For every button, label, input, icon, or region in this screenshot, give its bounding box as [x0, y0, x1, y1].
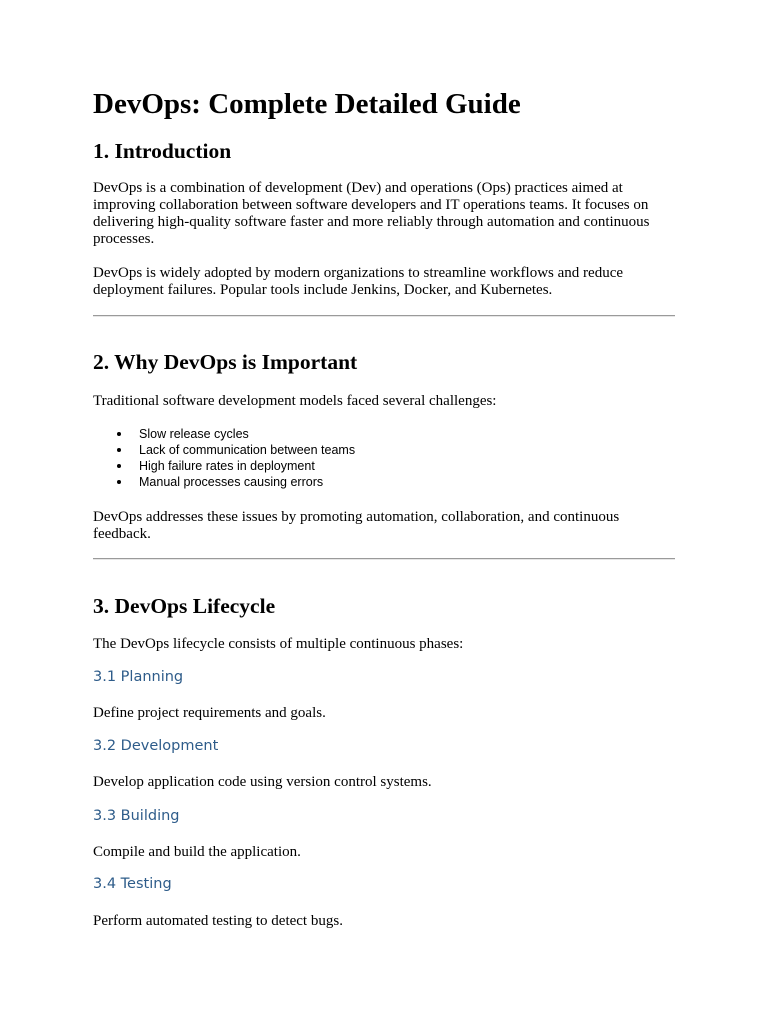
phase-text-building: Compile and build the application. [93, 844, 301, 860]
intro-paragraph-2: DevOps is widely adopted by modern organizations to streamline workflows and reduce deployment failures. Popular tools include Jenkins, Docker, and Kubernetes. [93, 265, 624, 298]
list-item: High failure rates in deployment [93, 458, 355, 474]
phase-text-development: Develop application code using version control systems. [93, 774, 432, 790]
section-heading-introduction: 1. Introduction [93, 139, 232, 163]
list-item: Lack of communication between teams [93, 442, 355, 458]
phase-heading-testing: 3.4 Testing [93, 876, 172, 892]
document-title: DevOps: Complete Detailed Guide [93, 88, 521, 120]
challenges-list [93, 426, 355, 490]
list-item: Manual processes causing errors [93, 474, 355, 490]
list-item: Slow release cycles [93, 426, 355, 442]
phase-text-planning: Define project requirements and goals. [93, 705, 326, 721]
section-divider [93, 558, 675, 560]
phase-text-testing: Perform automated testing to detect bugs. [93, 913, 343, 929]
why-intro-paragraph: Traditional software development models faced several challenges: [93, 393, 497, 409]
lifecycle-intro-paragraph: The DevOps lifecycle consists of multiple continuous phases: [93, 636, 464, 652]
intro-paragraph-1: DevOps is a combination of development (Dev) and operations (Ops) practices aimed at improving collaboration between software developers and IT operations teams. It focuses on delivering high-quality software faster and more reliably through automation and continuous processes. [93, 180, 650, 247]
phase-heading-building: 3.3 Building [93, 808, 180, 824]
section-heading-why-devops: 2. Why DevOps is Important [93, 350, 358, 374]
section-divider [93, 315, 675, 317]
phase-heading-development: 3.2 Development [93, 738, 219, 754]
phase-heading-planning: 3.1 Planning [93, 669, 184, 685]
section-heading-lifecycle: 3. DevOps Lifecycle [93, 594, 276, 618]
why-outro-paragraph: DevOps addresses these issues by promoting automation, collaboration, and continuous feedback. [93, 509, 620, 542]
